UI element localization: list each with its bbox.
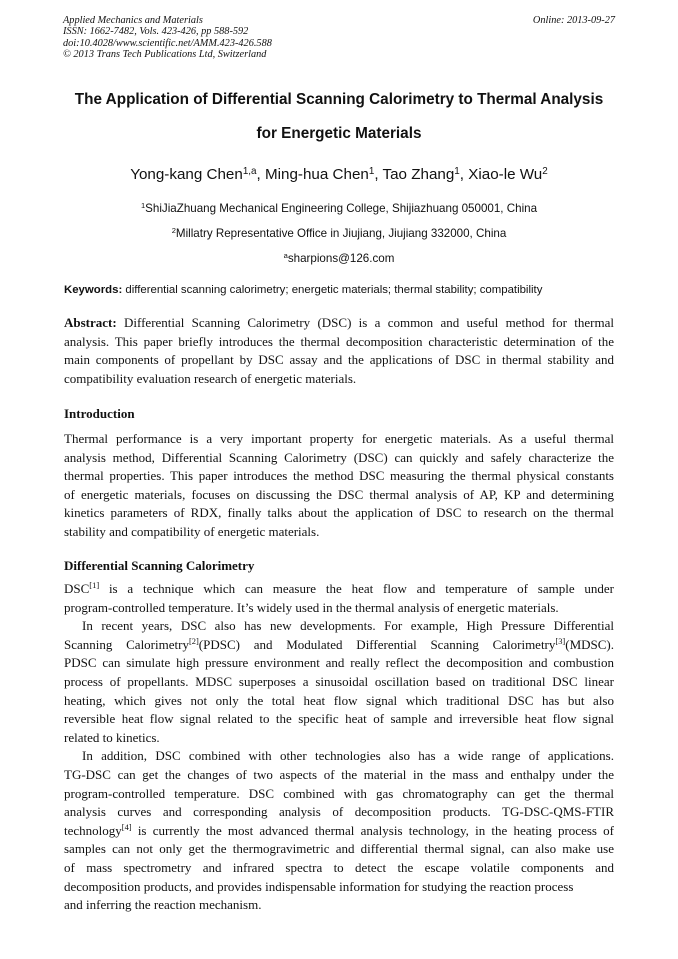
author-separator: , — [459, 166, 469, 183]
text-line: and inferring the reaction mechanism. — [64, 897, 262, 913]
affiliation-mark: 1 — [140, 200, 146, 210]
citation-ref: [1] — [89, 580, 100, 591]
text-line: In addition, DSC combined with other technologies also has a wide range of applications. — [82, 748, 614, 764]
introduction-paragraph — [64, 430, 614, 542]
journal-header — [63, 15, 615, 60]
author-list — [40, 166, 638, 183]
keywords-label: Keywords: — [64, 284, 123, 296]
text-line: samples can not only get the thermogravimetric and differential thermal signal, can also make use — [64, 841, 614, 857]
affiliation-mark: 2 — [171, 225, 176, 235]
text-line: analysis method, Differential Scanning Calorimetry (DSC) can quickly and safely characterize the — [64, 449, 614, 465]
affiliation-1 — [40, 202, 638, 215]
abstract-line: compatibility evaluation research of energetic materials. — [64, 370, 357, 386]
text-line: reversible heat flow signal related to the specific heat of sample and irreversible heat flow signal — [64, 711, 614, 727]
paper-title-line-1: The Application of Differential Scanning Calorimetry to Thermal Analysis — [74, 91, 604, 108]
author-name: Yong-kang Chen — [130, 166, 243, 183]
text-line: Scanning Calorimetry[2](PDSC) and Modulated Differential Scanning Calorimetry[3](MDSC). — [64, 636, 614, 652]
author-separator: , — [374, 166, 383, 183]
author-name: Ming-hua Chen — [265, 166, 369, 183]
copyright-line: © 2013 Trans Tech Publications Ltd, Switzerland — [63, 48, 267, 60]
issn-line: ISSN: 1662-7482, Vols. 423-426, pp 588-592 — [63, 26, 249, 38]
text-line: stability and compatibility of energetic materials. — [64, 523, 320, 539]
abstract-label: Abstract: — [64, 315, 117, 330]
text-line: In recent years, DSC also has new developments. For example, High Pressure Differential — [82, 618, 614, 634]
text-line: thermal properties. This paper introduces the method DSC measuring the thermal physical constants — [64, 468, 614, 484]
author-affiliation-mark: 1,a — [242, 165, 257, 177]
text-line: DSC[1] is a technique which can measure the heat flow and temperature of sample under — [64, 580, 614, 596]
online-date: Online: 2013-09-27 — [532, 15, 615, 26]
citation-ref: [3] — [555, 636, 566, 647]
affiliation-text: ShiJiaZhuang Mechanical Engineering College, Shijiazhuang 050001, China — [145, 202, 538, 215]
author-name: Tao Zhang — [382, 166, 455, 183]
author-separator: , — [256, 166, 265, 183]
text-line: program-controlled temperature. DSC combined with gas chromatography can get the thermal — [64, 785, 614, 801]
affiliation-text: Millatry Representative Office in Jiujiang, Jiujiang 332000, China — [175, 227, 507, 240]
dsc-section-body — [64, 580, 614, 915]
citation-ref: [4] — [121, 822, 132, 833]
dsc-section-heading: Differential Scanning Calorimetry — [64, 558, 255, 573]
abstract-line: Abstract: Differential Scanning Calorimetry (DSC) is a common and useful method for thermal — [64, 315, 614, 330]
keywords-text: differential scanning calorimetry; energetic materials; thermal stability; compatibility — [122, 284, 543, 296]
abstract-line: main components of propellant by DSC assay and the applications of DSC in thermal stability and — [64, 352, 614, 368]
text-line: process of propellants. MDSC superposes a sinusoidal oscillation based on traditional DSC linear — [64, 673, 614, 689]
text-line: TG-DSC can get the changes of two aspects of the material in the mass and enthalpy under the — [64, 766, 614, 782]
affiliation-mark: a — [283, 250, 288, 260]
email-text: sharpions@126.com — [287, 252, 395, 265]
abstract — [64, 314, 614, 388]
author-email — [40, 252, 638, 265]
text-line: analysis curves and corresponding analysis of decomposition products. TG-DSC-QMS-FTIR — [64, 804, 614, 820]
citation-ref: [2] — [188, 636, 199, 647]
journal-name: Applied Mechanics and Materials — [63, 15, 203, 26]
text-line: program-controlled temperature. It’s widely used in the thermal analysis of energetic materials. — [64, 599, 559, 615]
author-affiliation-mark: 1 — [368, 165, 375, 177]
abstract-line: analysis. This paper briefly introduces the thermal decomposition characteristic determination of the — [64, 333, 614, 349]
author-affiliation-mark: 2 — [542, 165, 548, 177]
text-line: technology[4] is currently the most advanced thermal analysis technology, in the heating process of — [64, 822, 614, 838]
text-line: related to kinetics. — [64, 729, 160, 745]
introduction-heading: Introduction — [64, 406, 135, 421]
keywords — [64, 284, 616, 296]
text-line: heating, which gives not only the total heat flow signal which traditional DSC has but also — [64, 692, 614, 708]
text-line: Thermal performance is a very important property for energetic materials. As a useful thermal — [64, 431, 614, 446]
affiliation-2 — [40, 227, 638, 240]
text-line: of energetic materials, focuses on discussing the DSC thermal analysis of AP, KP and determining — [64, 486, 614, 502]
paper-title-line-2: for Energetic Materials — [256, 125, 422, 142]
text-line: decomposition products, and provides indispensable information for studying the reaction process — [64, 878, 574, 894]
author-affiliation-mark: 1 — [454, 165, 460, 177]
text-line: of mass spectrometry and infrared spectra to detect the escape volatile components and — [64, 859, 614, 875]
text-line: kinetics parameters of RDX, finally talks about the application of DSC to research on the thermal — [64, 505, 614, 521]
doi-line: doi:10.4028/www.scientific.net/AMM.423-426.588 — [63, 37, 272, 49]
text-line: PDSC can simulate high pressure environment and really reflect the decomposition and combustion — [64, 655, 614, 671]
author-name: Xiao-le Wu — [468, 166, 543, 183]
